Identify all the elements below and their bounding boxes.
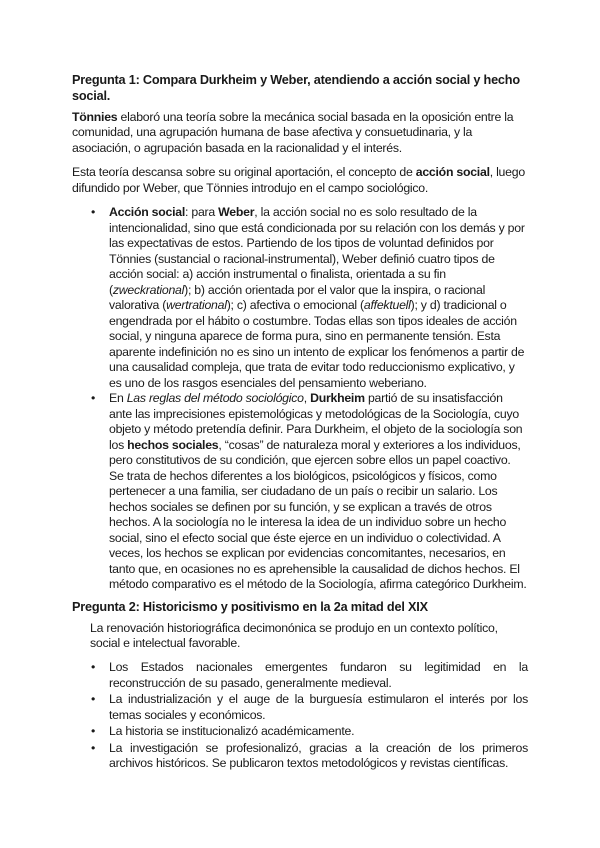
question-2-title: Pregunta 2: Historicismo y positivismo en la 2a mitad del XIX bbox=[72, 599, 428, 614]
paragraph-q2-intro: La renovación historiográfica decimonónica se produjo en un contexto político, social e intelectual favorable. bbox=[90, 620, 498, 650]
tonnies-bold: Tönnies bbox=[72, 110, 118, 124]
bullet-dot: • bbox=[91, 740, 96, 755]
paragraph-accion-social: Esta teoría descansa sobre su original aportación, el concepto de acción social, luego difundido por Weber, que Tönnies introdujo en el campo sociológico. bbox=[72, 165, 525, 195]
document-body bbox=[72, 72, 528, 778]
bullet-dot: • bbox=[91, 724, 96, 739]
bullet-durkheim: • En Las reglas del método sociológico, Durkheim partió de su insatisfacción ante las imprecisiones epistemológicas y metodológicas de la Sociología, cuyo objeto y método pretendía definir. Para Durkheim, el objeto de la sociología son los hechos sociales, “cosas” de naturaleza moral y exteriores a los individuos, pero constitutivos de su condición, que ejercen sobre ellos un papel coactivo. Se trata de hechos diferentes a los biológicos, psicológicos y físicos, como pertenecer a una familia, ser ciudadano de un país o recibir un salario. Los hechos sociales se definen por su función, y se explican a través de otros hechos. A la sociología no le interesa la idea de un individuo sobre un hecho social, sino el efecto social que éste ejerce en un individuo o colectividad. A veces, los hechos se explican por evidencias concomitantes, necesarios, en tanto que, en ocasiones no es aprehensible la causalidad de dichos hechos. El método comparativo es el método de la Sociología, afirma categórico Durkheim. bbox=[91, 391, 527, 592]
q1-bullet-list bbox=[72, 205, 528, 593]
q2-bullet-3: • La historia se institucionalizó académicamente. bbox=[91, 724, 355, 739]
q2-bullet-2: • La industrialización y el auge de la burguesía estimularon el interés por los temas sociales y económicos. bbox=[91, 692, 528, 722]
bullet-accion-social: • Acción social: para Weber, la acción social no es solo resultado de la intencionalidad, sino que está condicionada por su relación con los demás y por las expectativas de estos. Partiendo de los tipos de voluntad definidos por Tönnies (sustancial o racional-instrumental), Weber definió cuatro tipos de acción social: a) acción instrumental o finalista, orientada a su fin (zweckrational); b) acción orientada por el valor que la inspira, o racional valorativa (wertrational); c) afectiva o emocional (affektuell); y d) tradicional o engendrada por el hábito o costumbre. Todas ellas son tipos ideales de acción social, y ninguna aparece de forma pura, sino en permanente tensión. Esta aparente indefinición no es sino un intento de explicar los fenómenos a partir de una causalidad compleja, que trata de evitar todo reduccionismo explicativo, y es uno de los rasgos esenciales del pensamiento weberiano. bbox=[91, 205, 525, 390]
question-1-title: Pregunta 1: Compara Durkheim y Weber, atendiendo a acción social y hecho social. bbox=[72, 73, 520, 103]
q2-bullet-list bbox=[72, 660, 528, 772]
bullet-dot: • bbox=[91, 692, 96, 707]
bullet-dot: • bbox=[91, 660, 96, 675]
bullet-dot: • bbox=[91, 205, 96, 220]
bullet-dot: • bbox=[91, 391, 96, 406]
paragraph-tonnies: Tönnies elaboró una teoría sobre la mecánica social basada en la oposición entre la comunidad, una agrupación humana de base afectiva y consuetudinaria, y la asociación, o agrupación basada en la racionalidad y el interés. bbox=[72, 110, 514, 155]
accion-social-bold: acción social bbox=[415, 165, 490, 180]
q2-bullet-4: • La investigación se profesionalizó, gracias a la creación de los primeros archivos históricos. Se publicaron textos metodológicos y revistas científicas. bbox=[91, 740, 528, 771]
q2-bullet-1: • Los Estados nacionales emergentes fundaron su legitimidad en la reconstrucción de su pasado, generalmente medieval. bbox=[91, 660, 528, 690]
